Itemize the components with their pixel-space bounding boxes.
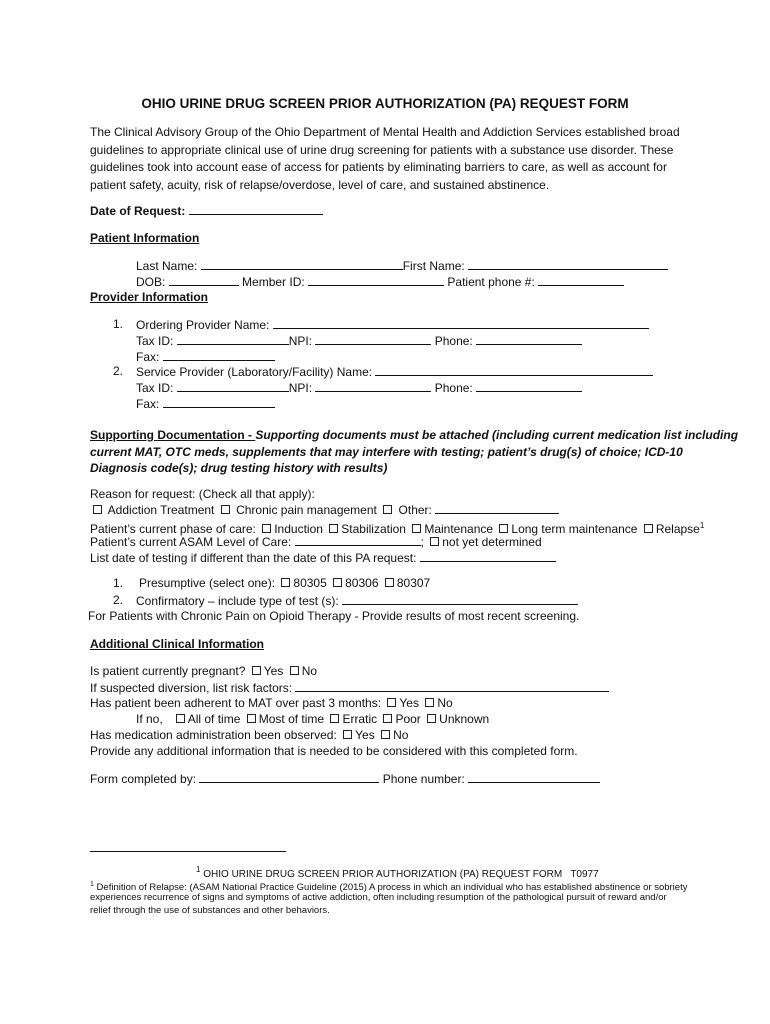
patient-phone-label: Patient phone #: (447, 275, 535, 289)
observed-no-label: No (393, 728, 409, 742)
ordering-provider-field[interactable] (273, 317, 649, 329)
list-date-label: List date of testing if different than the date of this PA request: (90, 551, 417, 565)
phone-label: Phone: (434, 381, 473, 395)
footnote-sup: 1 (90, 881, 94, 888)
first-name-field[interactable] (468, 258, 668, 270)
other-reason-label: Other: (398, 503, 432, 517)
stabilization-label: Stabilization (341, 522, 406, 536)
supporting-docs-text-2: current MAT, OTC meds, supplements that may interfere with testing; patient’s drug(s) of choice; ICD-10 (90, 445, 683, 459)
chronic-pain-note: For Patients with Chronic Pain on Opioid Therapy - Provide results of most recent screening. (88, 609, 580, 623)
service-provider-field[interactable] (375, 364, 653, 376)
ordering-tax-row (136, 333, 582, 349)
tax-id-label: Tax ID: (136, 381, 174, 395)
adherent-no-label: No (437, 696, 453, 710)
addiction-treatment-label: Addiction Treatment (107, 503, 215, 517)
tax-id-label: Tax ID: (136, 334, 174, 348)
diversion-field[interactable] (295, 680, 609, 692)
footnote-divider (90, 851, 286, 852)
if-no-row (136, 712, 489, 727)
asam-label: Patient’s current ASAM Level of Care: (90, 535, 292, 549)
ordering-fax-row (136, 349, 275, 365)
most-of-time-label: Most of time (258, 712, 325, 726)
date-of-request-label: Date of Request: (90, 204, 186, 218)
footnote-text-2: experiences recurrence of signs and symptoms of active addiction, often including resumption of the pathological pursuit of reward and/or (90, 892, 667, 903)
service-npi-field[interactable] (315, 380, 431, 392)
member-id-field[interactable] (308, 274, 444, 286)
not-yet-determined-label: not yet determined (442, 535, 542, 549)
long-term-maintenance-checkbox[interactable] (499, 524, 508, 533)
chronic-pain-label: Chronic pain management (236, 503, 377, 517)
service-fax-row (136, 396, 275, 412)
code-80306-checkbox[interactable] (333, 578, 342, 587)
ordering-fax-field[interactable] (163, 349, 275, 361)
service-provider-row (136, 364, 653, 380)
service-fax-field[interactable] (163, 396, 275, 408)
chronic-pain-checkbox[interactable] (221, 505, 230, 514)
supporting-docs-text-1: Supporting documents must be attached (including current medication list including (255, 428, 739, 442)
patient-phone-field[interactable] (538, 274, 624, 286)
unknown-checkbox[interactable] (427, 714, 436, 723)
service-tax-row (136, 380, 582, 396)
dob-label: DOB: (136, 275, 166, 289)
patient-info-heading: Patient Information (90, 231, 200, 245)
member-id-label: Member ID: (242, 275, 305, 289)
list-date-field[interactable] (420, 550, 556, 562)
pregnant-yes-label: Yes (263, 664, 284, 678)
first-name-label: First Name: (402, 259, 465, 273)
adherent-yes-label: Yes (399, 696, 419, 710)
footnote-text-3: relief through the use of substances and other behaviors. (90, 905, 330, 916)
last-name-field[interactable] (201, 258, 403, 270)
date-of-request (90, 203, 323, 219)
footer-title-text: OHIO URINE DRUG SCREEN PRIOR AUTHORIZATION (PA) REQUEST FORM (203, 869, 563, 880)
supporting-docs-heading: Supporting Documentation - (90, 428, 256, 442)
dob-field[interactable] (169, 274, 239, 286)
adherent-label: Has patient been adherent to MAT over past 3 months: (90, 696, 382, 710)
other-reason-field[interactable] (435, 502, 559, 514)
fax-label: Fax: (136, 350, 160, 364)
footer-sup: 1 (196, 865, 201, 874)
service-provider-label: Service Provider (Laboratory/Facility) Name: (136, 365, 373, 379)
supporting-docs-text-3: Diagnosis code(s); drug testing history with results) (90, 461, 388, 475)
ordering-provider-label: Ordering Provider Name: (136, 318, 270, 332)
service-tax-id-field[interactable] (177, 380, 289, 392)
if-no-label: If no, (136, 712, 163, 726)
ordering-tax-id-field[interactable] (177, 333, 289, 345)
observed-row (90, 728, 408, 743)
unknown-label: Unknown (439, 712, 490, 726)
induction-checkbox[interactable] (262, 524, 271, 533)
pregnant-yes-checkbox[interactable] (252, 666, 261, 675)
relapse-footnote-ref: 1 (699, 521, 705, 530)
date-of-request-field[interactable] (189, 203, 323, 215)
ordering-provider-number: 1. (113, 317, 124, 331)
presumptive-row (139, 576, 430, 591)
asam-row (90, 534, 542, 550)
patient-id-row (136, 274, 624, 290)
phase-of-care-label: Patient’s current phase of care: (90, 522, 256, 536)
observed-yes-checkbox[interactable] (343, 730, 352, 739)
poor-label: Poor (395, 712, 421, 726)
completed-by-field[interactable] (199, 771, 379, 783)
pregnant-no-checkbox[interactable] (290, 666, 299, 675)
other-reason-checkbox[interactable] (383, 505, 392, 514)
most-of-time-checkbox[interactable] (247, 714, 256, 723)
presumptive-label: Presumptive (select one): (139, 576, 276, 590)
intro-paragraph: The Clinical Advisory Group of the Ohio Department of Mental Health and Addiction Services established broad guidelines to appropriate clinical use of urine drug screening for patients with a substance use disorder. These guidelines took into account ease of access for patients by eliminating barriers to care, as well as account for patient safety, acuity, risk of relapse/overdose, level of care, and sustained abstinence. (90, 125, 680, 192)
reason-options-row (90, 502, 559, 518)
ordering-provider-row (136, 317, 649, 333)
pregnant-no-label: No (301, 664, 318, 678)
reason-label: Reason for request: (Check all that apply): (90, 487, 315, 501)
addiction-treatment-checkbox[interactable] (93, 505, 102, 514)
pregnant-label: Is patient currently pregnant? (90, 664, 246, 678)
diversion-label: If suspected diversion, list risk factors: (90, 681, 293, 695)
completed-by-label: Form completed by: (90, 772, 197, 786)
footnote-text-1: Definition of Relapse: (ASAM National Practice Guideline (2015) A process in which an individual who has established abstinence or sobriety (96, 882, 688, 893)
maintenance-checkbox[interactable] (412, 524, 421, 533)
code-80305-checkbox[interactable] (281, 578, 290, 587)
all-of-time-label: All of time (187, 712, 241, 726)
maintenance-label: Maintenance (424, 522, 494, 536)
ordering-npi-field[interactable] (315, 333, 431, 345)
patient-name-row (136, 258, 668, 274)
provider-info-heading: Provider Information (90, 290, 209, 304)
diversion-row (90, 680, 609, 696)
confirmatory-number: 2. (113, 593, 124, 607)
adherent-no-checkbox[interactable] (425, 698, 434, 707)
erratic-checkbox[interactable] (330, 714, 339, 723)
adherent-row (90, 696, 453, 711)
observed-no-checkbox[interactable] (381, 730, 390, 739)
confirmatory-field[interactable] (342, 593, 578, 605)
additional-info-note: Provide any additional information that is needed to be considered with this completed form. (90, 744, 578, 758)
erratic-label: Erratic (342, 712, 378, 726)
adherent-yes-checkbox[interactable] (387, 698, 396, 707)
confirmatory-row (136, 593, 578, 609)
npi-label: NPI: (288, 381, 313, 395)
clinical-info-heading: Additional Clinical Information (90, 637, 264, 651)
completed-phone-label: Phone number: (382, 772, 465, 786)
completed-phone-field[interactable] (468, 771, 600, 783)
code-80306-label: 80306 (345, 576, 379, 590)
ordering-phone-field[interactable] (476, 333, 582, 345)
supporting-docs-line1 (90, 428, 738, 443)
observed-yes-label: Yes (355, 728, 375, 742)
code-80305-label: 80305 (293, 576, 327, 590)
npi-label: NPI: (288, 334, 313, 348)
relapse-checkbox[interactable] (644, 524, 653, 533)
long-term-maintenance-label: Long term maintenance (511, 522, 638, 536)
list-date-row (90, 550, 556, 566)
all-of-time-checkbox[interactable] (176, 714, 185, 723)
fax-label: Fax: (136, 397, 160, 411)
not-yet-determined-checkbox[interactable] (430, 537, 439, 546)
phone-label: Phone: (434, 334, 473, 348)
code-80307-checkbox[interactable] (385, 578, 394, 587)
stabilization-checkbox[interactable] (329, 524, 338, 533)
poor-checkbox[interactable] (383, 714, 392, 723)
last-name-label: Last Name: (136, 259, 198, 273)
confirmatory-label: Confirmatory – include type of test (s): (136, 594, 339, 608)
observed-label: Has medication administration been observed: (90, 728, 337, 742)
pregnant-row (90, 664, 317, 679)
presumptive-number: 1. (113, 576, 124, 590)
relapse-label: Relapse (655, 522, 700, 536)
asam-separator: ; (420, 535, 424, 549)
completed-by-row (90, 771, 600, 787)
code-80307-label: 80307 (396, 576, 431, 590)
footer-form-code: T0977 (570, 869, 599, 880)
form-title: OHIO URINE DRUG SCREEN PRIOR AUTHORIZATION (PA) REQUEST FORM (141, 96, 629, 111)
service-phone-field[interactable] (476, 380, 582, 392)
induction-label: Induction (274, 522, 323, 536)
asam-field[interactable] (295, 534, 421, 546)
service-provider-number: 2. (113, 364, 124, 378)
